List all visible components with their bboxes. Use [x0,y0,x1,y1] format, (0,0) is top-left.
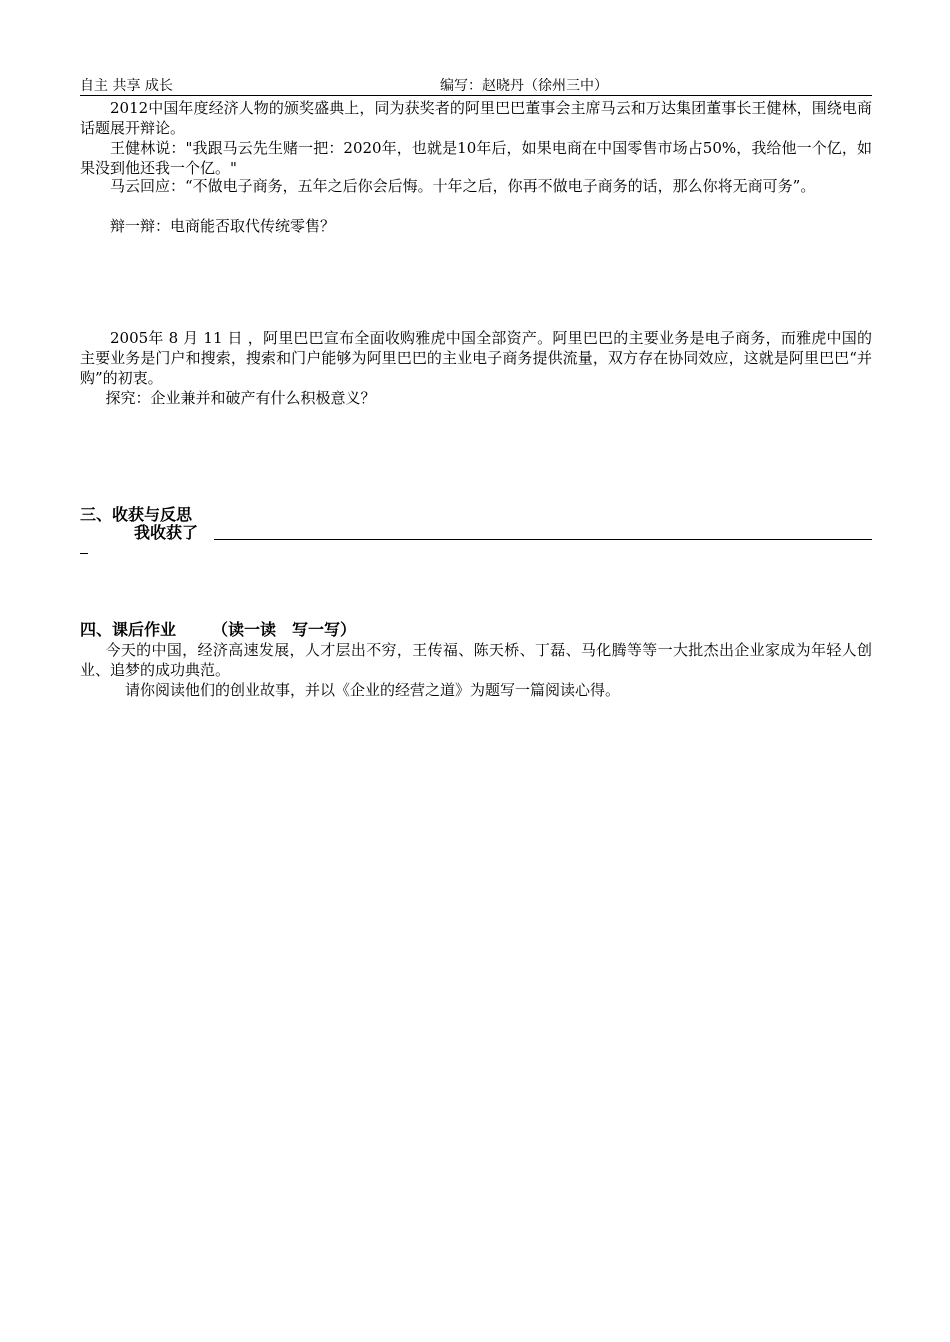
section4-title: 四、课后作业 [80,620,177,639]
section4-subtitle: （读一读 写一写） [212,620,357,639]
paragraph-alibaba-yahoo: 2005年 8 月 11 日 ，阿里巴巴宣布全面收购雅虎中国全部资产。阿里巴巴的主要业务是电子商务，而雅虎中国的主要业务是门户和搜索，搜索和门户能够为阿里巴巴的主业电子商务提供流量，双方存在协同效应，这就是阿里巴巴“并购”的初衷。 [80,329,872,387]
explore-question: 探究：企业兼并和破产有什么积极意义？ [105,389,376,407]
section3-title: 三、收获与反思 [80,505,193,524]
debate-question: 辩一辩：电商能否取代传统零售？ [110,217,336,235]
paragraph-entrepreneurs: 今天的中国，经济高速发展，人才层出不穷，王传福、陈天桥、丁磊、马化腾等等一大批杰出企业家成为年轻人创业、追梦的成功典范。 [80,641,872,679]
paragraph-award-ceremony: 2012中国年度经济人物的颁奖盛典上，同为获奖者的阿里巴巴董事会主席马云和万达集团董事长王健林，围绕电商话题展开辩论。 [80,99,872,137]
gain-field [134,520,872,542]
continuation-underline [80,553,88,554]
gain-label: 我收获了 [134,523,199,542]
page-header [80,78,872,96]
header-author: 编写：赵晓丹（徐州三中） [440,78,608,94]
paragraph-wang-jianlin: 王健林说："我跟马云先生赌一把：2020年，也就是10年后，如果电商在中国零售市场占50%，我给他一个亿，如果没到他还我一个亿。" [80,139,872,177]
paragraph-assignment: 请你阅读他们的创业故事，并以《企业的经营之道》为题写一篇阅读心得。 [125,681,621,699]
paragraph-ma-yun: 马云回应：“不做电子商务，五年之后你会后悔。十年之后，你再不做电子商务的话，那么你将无商可务”。 [110,177,816,195]
header-motto: 自主 共享 成长 [80,78,173,94]
gain-underline [214,539,872,540]
section4-heading [80,620,356,640]
